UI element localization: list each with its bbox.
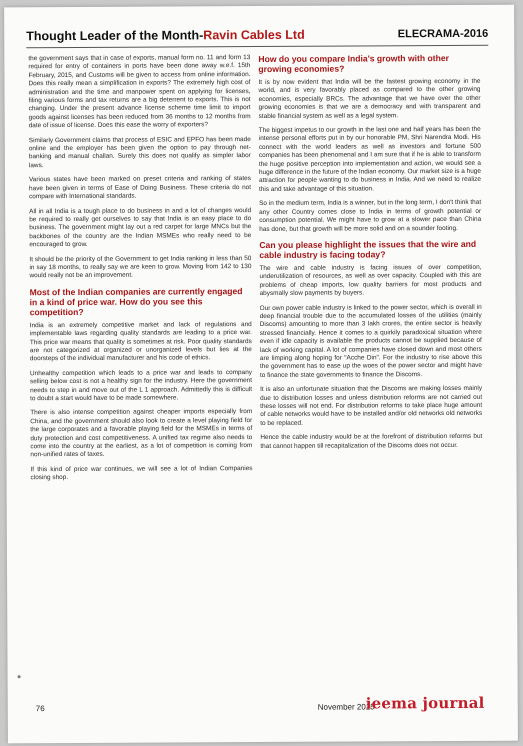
paragraph: India is an extremely competitive market and lack of regulations and implementable laws regarding quality standards are leading to a price war. This price war means that quality is sometimes at risk. Poor quality standards are not categorized at organized or unorganized levels but lies at the doorsteps of the individual manufacturer and his code of ethics.	[29, 320, 252, 363]
margin-dot	[18, 675, 21, 678]
paragraph: So in the medium term, India is a winner, but in the long term, I don't think that any other Country comes close to India in terms of growth potential or consumption potential. We might have to grow at a slower pace than China has done, but that growth will be more solid and on a sounder footing.	[259, 199, 482, 233]
paragraph: Unhealthy competition which leads to a price war and leads to company selling below cost is not a healthy sign for the industry. Here the government needs to step in and move out of the L 1 approach. Admittedly this is difficult to doubt a start would have to be made somewhere.	[29, 368, 253, 403]
header-event: ELECRAMA-2016	[397, 27, 489, 41]
header-title-brand: Ravin Cables Ltd	[203, 27, 305, 43]
paragraph: The biggest impetus to our growth in the last one and half years has been the intense personal efforts put in by our honorable PM, Shri Narendra Modi. His connect with the world leaders as well as investors and fortune 500 companies has been phenomenal and I am sure that if he is able to transform the huge positive perception into implementation and action, we would see a huge difference in the future of the Indian economy. Our market size is a huge attraction for people wanting to do business in India. And we need to realize this and take advantage of this situation.	[258, 125, 482, 193]
paragraph: Various states have been marked on preset criteria and ranking of states have been given in terms of Ease of Doing Business. These criteria do not compare with International standards.	[28, 175, 252, 201]
right-column	[258, 53, 482, 457]
header-title-prefix: Thought Leader of the Month-	[26, 28, 204, 44]
paragraph: It is by now evident that India will be the fastest growing economy in the world, and is very favorably placed as compared to the other growing economies, especially BRCs. The advantage that we have over the other growing economies is that we are a democracy and with transparent and stable financial system as well as a legal system.	[258, 77, 481, 120]
left-column	[28, 54, 252, 489]
page-header	[26, 25, 488, 48]
paragraph: It should be the priority of the Government to get India ranking in less than 50 in say 18 months, to really say we are keen to grow. Moving from 142 to 130 would really not be an improvement.	[29, 254, 252, 280]
journal-logo: ieema journal	[365, 693, 485, 713]
header-title	[26, 28, 305, 43]
issue-date: November 2015	[317, 702, 375, 712]
paragraph: the government says that in case of exports, manual form no. 11 and form 13 required for entry of containers in ports have been done away w.e.f. 15th February, 2015, and Customs will be given to access from online information. Does this really mean a simplification in exports? The extremely high cost of administration and the time and manpower spent on applying for licenses, filing various forms and tax returns are a big deterrent to exports. This is not changing. Under the present advance license scheme time limit to import goods against licenses has been reduced from 36 months to 12 months from date of issue of license. Does this ease the worry of exporters?	[28, 54, 251, 130]
paragraph: If this kind of price war continues, we will see a lot of Indian Companies closing shop.	[30, 464, 253, 482]
paragraph: Similarly Government claims that process of ESIC and EPFO has been made online and the employer has been given the option to pay through net-banking and manual challan. Surely this does not qualify as simpler labor laws.	[28, 135, 251, 170]
paragraph: It is also an unfortunate situation that the Discoms are making losses mainly due to distribution losses and unless distribution reforms are not carried out these losses will not end. For distribution reforms to take place huge amount of cable networks would have to be installed and/or old networks old networks to be replaced.	[260, 385, 483, 427]
page-number: 76	[35, 704, 45, 714]
paragraph: The wire and cable industry is facing issues of over competition, underutilization of resources, as well as over capacity. Coupled with this are problems of cheap imports, low quality barriers for most products and abysmally slow payments by buyers.	[259, 263, 482, 298]
interview-question: Can you please highlight the issues that the wire and cable industry is facing today?	[259, 238, 477, 260]
magazine-page	[4, 5, 518, 744]
paragraph: All in all India is a tough place to do business in and a lot of changes would be required to really get ourselves to say that India is an easy place to do business. The government might lay out a red carpet for large MNCs but the backbones of the country are the Indian MSMEs who really need to be encouraged to grow.	[29, 206, 252, 249]
interview-question: Most of the Indian companies are currently engaged in a kind of price war. How do you see this competition?	[29, 285, 243, 317]
paragraph: There is also intense competition against cheaper imports especially from China, and the government should also look to create a level playing field for the large corporates and a favorable playing field for the MSMEs in terms of duty protection and cost competitiveness. A unified tax regime also needs to come into the country at the earliest, as a lot of competition is coming from non-unified rates of taxes.	[30, 408, 253, 459]
interview-question: How do you compare India's growth with other growing economies?	[258, 53, 450, 75]
paragraph: Hence the cable industry would be at the forefront of distribution reforms but that cannot happen till recapitalization of the Discoms does not occur.	[260, 433, 483, 450]
paragraph: Our own power cable industry is linked to the power sector, which is overall in deep financial trouble due to the accumulated losses of the utilities (mainly Discoms) amounting to more than 3 lakh crores, the entire sector is heavily stressed financially. Hence it comes to a quirkily paradoxical situation where even if idle capacity is available the products cannot be supplied because of lack of working capital. A lot of companies have closed down and most others are limping along hoping for "Acche Din". For the industry to rise above this the government has to ease up the woes of the power sector and might have to finance the state governments to finance the Discoms.	[259, 303, 482, 379]
